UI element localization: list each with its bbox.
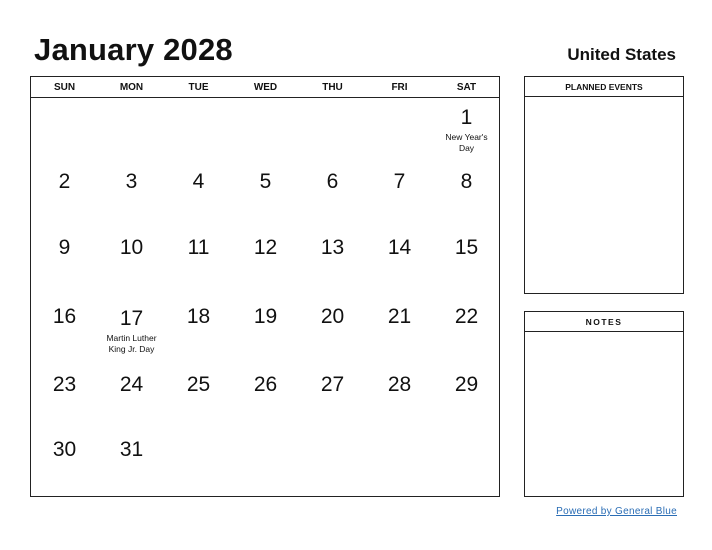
day-number: 9	[58, 236, 71, 259]
day-cell[interactable]	[433, 164, 500, 230]
day-number: 14	[387, 236, 412, 259]
day-number: 15	[454, 236, 479, 259]
weekday-tue: TUE	[188, 82, 209, 93]
day-cell[interactable]	[98, 230, 165, 296]
day-number: 26	[253, 373, 278, 396]
day-cell[interactable]	[433, 98, 500, 164]
day-cell[interactable]	[98, 299, 165, 365]
day-number: 5	[259, 170, 272, 193]
day-cell[interactable]	[31, 299, 98, 365]
day-number: 22	[454, 305, 479, 328]
day-cell[interactable]	[366, 299, 433, 365]
day-number: 12	[253, 236, 278, 259]
day-number: 11	[187, 236, 210, 259]
day-number: 13	[320, 236, 345, 259]
planned-events-title: PLANNED EVENTS	[525, 77, 683, 97]
day-number: 18	[186, 305, 211, 328]
month-calendar-grid	[30, 76, 500, 497]
day-number: 24	[119, 373, 144, 396]
day-cell[interactable]	[31, 432, 98, 498]
day-cell[interactable]	[165, 230, 232, 296]
day-number: 16	[52, 305, 77, 328]
weekday-fri: FRI	[391, 82, 408, 93]
day-cell[interactable]	[232, 164, 299, 230]
day-cell[interactable]	[232, 230, 299, 296]
day-number: 31	[119, 438, 144, 461]
weekday-wed: WED	[253, 82, 278, 93]
day-cell[interactable]	[366, 164, 433, 230]
day-number: 23	[52, 373, 77, 396]
day-cell[interactable]	[165, 367, 232, 433]
day-cell[interactable]	[232, 367, 299, 433]
day-cell[interactable]	[98, 432, 165, 498]
planned-events-area[interactable]	[525, 97, 683, 293]
day-cell[interactable]	[433, 299, 500, 365]
day-cell[interactable]	[31, 367, 98, 433]
day-number: 10	[119, 236, 144, 259]
day-number: 19	[253, 305, 278, 328]
weekday-header-row	[31, 77, 499, 98]
day-cell[interactable]	[165, 164, 232, 230]
day-number: 30	[52, 438, 77, 461]
page-title: January 2028	[34, 32, 233, 67]
notes-panel	[524, 311, 684, 497]
day-cell[interactable]	[366, 230, 433, 296]
day-cell[interactable]	[98, 164, 165, 230]
day-number: 1	[460, 106, 473, 129]
day-number: 8	[460, 170, 473, 193]
day-number: 20	[320, 305, 345, 328]
day-cell[interactable]	[299, 367, 366, 433]
weekday-sun: SUN	[53, 82, 76, 93]
day-number: 29	[454, 373, 479, 396]
holiday-label: New Year's Day	[445, 132, 488, 153]
powered-by-link[interactable]: Powered by General Blue	[556, 506, 677, 517]
day-number: 25	[186, 373, 211, 396]
day-number: 6	[326, 170, 339, 193]
country-label: United States	[567, 45, 676, 64]
notes-area[interactable]	[525, 332, 683, 496]
holiday-label: Martin Luther King Jr. Day	[106, 333, 157, 354]
day-number: 28	[387, 373, 412, 396]
day-cell[interactable]	[366, 367, 433, 433]
day-number: 4	[192, 170, 205, 193]
day-cell[interactable]	[31, 164, 98, 230]
day-cell[interactable]	[299, 230, 366, 296]
day-number: 3	[125, 170, 138, 193]
day-number: 27	[320, 373, 345, 396]
day-cell[interactable]	[31, 230, 98, 296]
day-cell[interactable]	[232, 299, 299, 365]
day-cell[interactable]	[165, 299, 232, 365]
weekday-sat: SAT	[456, 82, 477, 93]
weekday-thu: THU	[322, 82, 343, 93]
day-cell[interactable]	[98, 367, 165, 433]
planned-events-panel	[524, 76, 684, 294]
weekday-mon: MON	[119, 82, 144, 93]
day-cell[interactable]	[299, 164, 366, 230]
day-number: 2	[58, 170, 71, 193]
day-number: 7	[393, 170, 406, 193]
day-cell[interactable]	[433, 230, 500, 296]
day-cell[interactable]	[433, 367, 500, 433]
day-number: 17	[119, 307, 144, 330]
day-number: 21	[387, 305, 412, 328]
notes-title: NOTES	[525, 312, 683, 332]
day-cell[interactable]	[299, 299, 366, 365]
